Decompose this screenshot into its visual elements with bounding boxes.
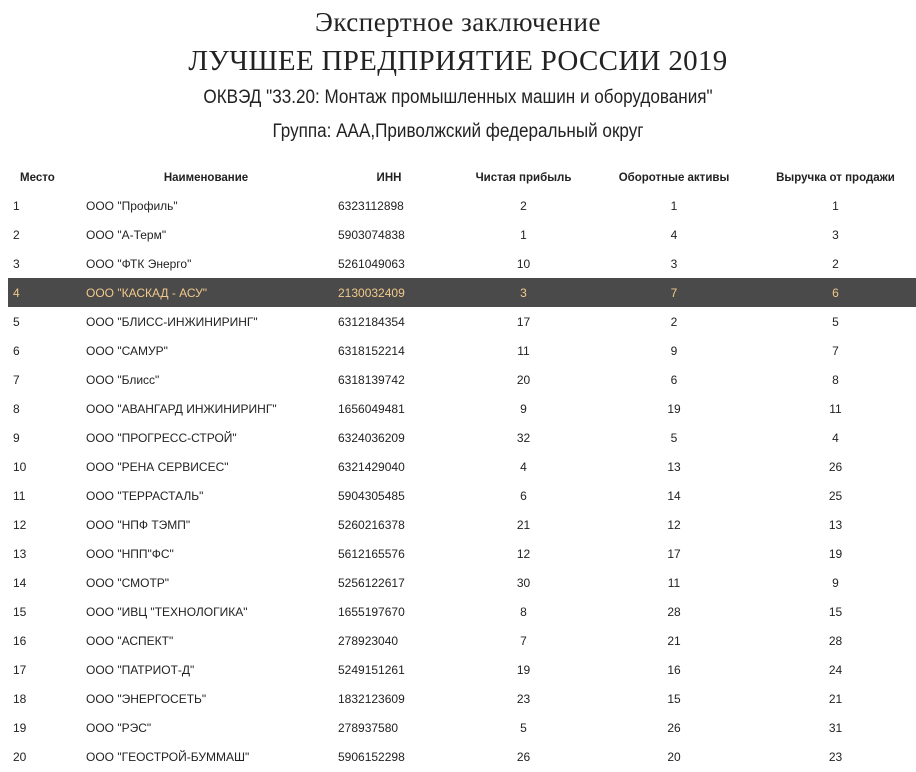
cell-current-assets: 15 [667, 691, 681, 706]
cell-company-name: ООО "ФТК Энерго" [86, 256, 192, 271]
cell-rank: 16 [13, 633, 27, 648]
cell-company-name: ООО "ГЕОСТРОЙ-БУММАШ" [86, 749, 250, 764]
cell-net-profit: 8 [520, 604, 527, 619]
cell-inn: 2130032409 [330, 278, 448, 307]
cell-current-assets: 3 [670, 256, 678, 271]
table-row [8, 336, 916, 365]
cell-rank: 19 [13, 720, 27, 735]
cell-company-name: ООО "РЕНА СЕРВИСЕС" [86, 459, 229, 474]
table-row-highlighted [8, 278, 916, 307]
cell-company-name: ООО "ПАТРИОТ-Д" [86, 662, 195, 677]
table-row [8, 307, 916, 336]
cell-revenue: 6 [749, 278, 916, 307]
cell-inn: 5260216378 [338, 517, 405, 532]
column-header-net-profit: Чистая прибыль [475, 171, 572, 184]
cell-company-name: ООО "Блисс" [86, 372, 160, 387]
column-header-inn: ИНН [376, 171, 402, 184]
cell-rank: 1 [13, 198, 20, 213]
cell-company-name: ООО "НПФ ТЭМП" [86, 517, 191, 532]
cell-revenue: 15 [828, 604, 843, 619]
cell-rank: 10 [13, 459, 27, 474]
cell-net-profit: 21 [516, 517, 531, 532]
cell-net-profit: 12 [516, 546, 531, 561]
cell-net-profit: 30 [516, 575, 531, 590]
cell-inn: 5612165576 [338, 546, 405, 561]
cell-rank: 14 [13, 575, 27, 590]
cell-net-profit: 11 [517, 343, 530, 358]
cell-rank: 3 [13, 256, 20, 271]
cell-revenue: 26 [828, 459, 843, 474]
cell-revenue: 11 [829, 401, 842, 416]
group-subtitle: Группа: ААА,Приволжский федеральный округ [272, 121, 644, 142]
cell-current-assets: 1 [670, 198, 678, 213]
cell-company-name: ООО "ТЕРРАСТАЛЬ" [86, 488, 204, 503]
cell-net-profit: 32 [516, 430, 531, 445]
cell-current-assets: 26 [667, 720, 681, 735]
cell-inn: 5903074838 [338, 227, 405, 242]
table-row [8, 481, 916, 510]
cell-net-profit: 7 [520, 633, 527, 648]
cell-rank: 17 [13, 662, 27, 677]
cell-company-name: ООО "ПРОГРЕСС-СТРОЙ" [86, 430, 237, 445]
cell-inn: 5256122617 [338, 575, 405, 590]
table-row [8, 684, 916, 713]
cell-current-assets: 20 [667, 749, 681, 764]
table-body [8, 191, 916, 771]
column-header-name: Наименование [163, 171, 249, 184]
report-title: Экспертное заключение [315, 7, 601, 37]
cell-net-profit: 10 [516, 256, 531, 271]
table-row [8, 191, 916, 220]
cell-rank: 12 [13, 517, 27, 532]
cell-inn: 1655197670 [338, 604, 405, 619]
cell-revenue: 7 [832, 343, 839, 358]
column-header-rank: Место [20, 171, 55, 184]
cell-current-assets: 4 [670, 227, 678, 242]
cell-company-name: ООО "Профиль" [86, 198, 178, 213]
report-header [0, 6, 916, 145]
table-row [8, 597, 916, 626]
cell-net-profit: 3 [448, 278, 599, 307]
award-title: ЛУЧШЕЕ ПРЕДПРИЯТИЕ РОССИИ 2019 [188, 45, 728, 77]
cell-revenue: 21 [828, 691, 843, 706]
cell-rank: 5 [13, 314, 20, 329]
cell-rank: 11 [13, 488, 26, 503]
cell-net-profit: 4 [520, 459, 527, 474]
cell-inn: 5904305485 [338, 488, 405, 503]
cell-rank: 2 [13, 227, 20, 242]
cell-current-assets: 2 [670, 314, 678, 329]
cell-company-name: ООО "КАСКАД - АСУ" [82, 278, 330, 307]
cell-company-name: ООО "САМУР" [86, 343, 168, 358]
table-row [8, 365, 916, 394]
table-row [8, 423, 916, 452]
cell-current-assets: 21 [667, 633, 681, 648]
cell-revenue: 28 [828, 633, 843, 648]
cell-company-name: ООО "БЛИСС-ИНЖИНИРИНГ" [86, 314, 258, 329]
cell-current-assets: 5 [670, 430, 678, 445]
column-header-revenue: Выручка от продажи [776, 171, 895, 184]
cell-company-name: ООО "ЭНЕРГОСЕТЬ" [86, 691, 207, 706]
cell-rank: 20 [13, 749, 27, 764]
cell-current-assets: 7 [599, 278, 749, 307]
cell-revenue: 31 [828, 720, 843, 735]
cell-net-profit: 20 [516, 372, 531, 387]
cell-net-profit: 2 [520, 198, 527, 213]
cell-current-assets: 13 [667, 459, 681, 474]
table-row [8, 568, 916, 597]
cell-rank: 4 [8, 278, 82, 307]
cell-rank: 8 [13, 401, 20, 416]
cell-current-assets: 14 [667, 488, 681, 503]
header-row [8, 164, 916, 191]
cell-inn: 6318152214 [338, 343, 405, 358]
cell-company-name: ООО "А-Терм" [86, 227, 167, 242]
cell-inn: 278923040 [338, 633, 399, 648]
cell-inn: 278937580 [338, 720, 399, 735]
cell-current-assets: 11 [667, 575, 681, 590]
okved-subtitle: ОКВЭД "33.20: Монтаж промышленных машин и оборудования" [203, 87, 713, 108]
cell-inn: 5261049063 [338, 256, 405, 271]
cell-revenue: 13 [828, 517, 843, 532]
column-header-current-assets: Оборотные активы [618, 171, 730, 184]
table-row [8, 249, 916, 278]
cell-revenue: 9 [832, 575, 839, 590]
table-row [8, 626, 916, 655]
cell-net-profit: 26 [516, 749, 531, 764]
cell-rank: 15 [13, 604, 27, 619]
cell-inn: 5249151261 [338, 662, 405, 677]
cell-revenue: 24 [828, 662, 843, 677]
cell-company-name: ООО "НПП"ФС" [86, 546, 174, 561]
table-row [8, 713, 916, 742]
cell-current-assets: 12 [667, 517, 681, 532]
cell-revenue: 25 [828, 488, 843, 503]
table-row [8, 655, 916, 684]
cell-net-profit: 5 [520, 720, 527, 735]
cell-inn: 1832123609 [338, 691, 405, 706]
cell-revenue: 2 [832, 256, 839, 271]
cell-company-name: ООО "АВАНГАРД ИНЖИНИРИНГ" [86, 401, 277, 416]
cell-net-profit: 17 [516, 314, 531, 329]
table-row [8, 394, 916, 423]
cell-revenue: 19 [828, 546, 843, 561]
cell-rank: 9 [13, 430, 20, 445]
cell-revenue: 8 [832, 372, 839, 387]
cell-net-profit: 23 [516, 691, 531, 706]
ranking-table [8, 164, 916, 771]
table-row [8, 452, 916, 481]
cell-company-name: ООО "РЭС" [86, 720, 152, 735]
cell-current-assets: 6 [670, 372, 678, 387]
cell-inn: 6312184354 [338, 314, 405, 329]
cell-net-profit: 19 [516, 662, 531, 677]
cell-inn: 6321429040 [338, 459, 405, 474]
cell-current-assets: 28 [667, 604, 681, 619]
cell-rank: 18 [13, 691, 27, 706]
cell-revenue: 1 [832, 198, 839, 213]
cell-inn: 5906152298 [338, 749, 405, 764]
cell-net-profit: 6 [520, 488, 527, 503]
cell-revenue: 5 [832, 314, 839, 329]
table-header [8, 164, 916, 191]
cell-inn: 6324036209 [338, 430, 405, 445]
cell-rank: 6 [13, 343, 20, 358]
cell-company-name: ООО "ИВЦ "ТЕХНОЛОГИКА" [86, 604, 248, 619]
table-row [8, 742, 916, 771]
table-row [8, 510, 916, 539]
table-row [8, 539, 916, 568]
cell-current-assets: 9 [670, 343, 678, 358]
cell-net-profit: 9 [520, 401, 527, 416]
cell-company-name: ООО "СМОТР" [86, 575, 170, 590]
cell-rank: 13 [13, 546, 27, 561]
cell-net-profit: 1 [520, 227, 527, 242]
cell-rank: 7 [13, 372, 20, 387]
cell-revenue: 3 [832, 227, 839, 242]
cell-inn: 6318139742 [338, 372, 405, 387]
cell-inn: 1656049481 [338, 401, 405, 416]
cell-current-assets: 19 [667, 401, 681, 416]
cell-revenue: 23 [828, 749, 843, 764]
cell-revenue: 4 [832, 430, 839, 445]
cell-current-assets: 16 [667, 662, 681, 677]
cell-current-assets: 17 [667, 546, 681, 561]
cell-company-name: ООО "АСПЕКТ" [86, 633, 174, 648]
table-row [8, 220, 916, 249]
cell-inn: 6323112898 [338, 198, 404, 213]
